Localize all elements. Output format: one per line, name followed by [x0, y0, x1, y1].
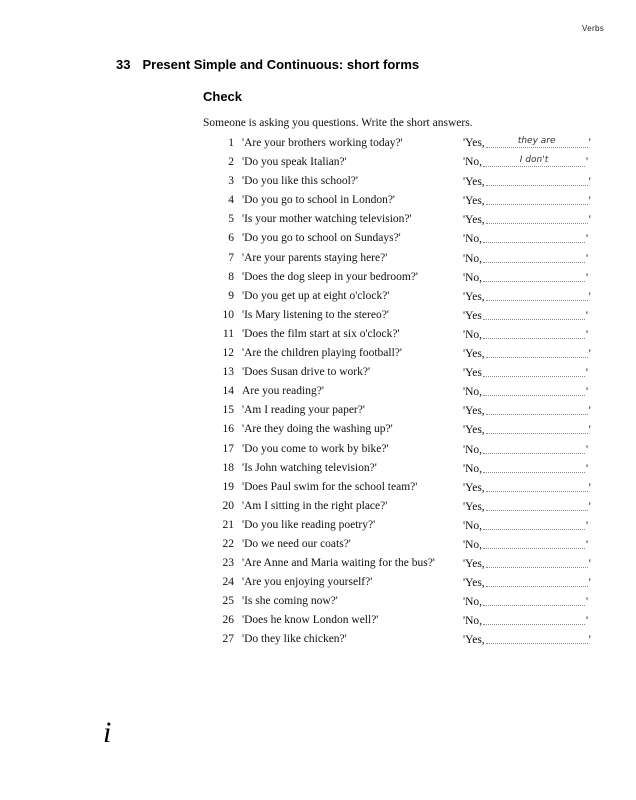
short-answer — [463, 134, 591, 153]
item-number: 27 — [222, 633, 234, 646]
answer-blank[interactable] — [483, 307, 585, 320]
unit-title: Present Simple and Continuous: short forms — [142, 57, 420, 72]
question-text: 'Do you go to school in London?' — [242, 194, 395, 207]
exercise-item — [200, 630, 610, 649]
exercise-item — [200, 287, 610, 306]
exercise-list — [200, 134, 610, 650]
short-answer — [463, 268, 588, 288]
exercise-item — [200, 210, 610, 229]
short-answer — [463, 611, 588, 631]
answer-blank[interactable] — [483, 230, 585, 243]
answer-blank[interactable] — [483, 517, 585, 530]
exercise-item — [200, 191, 610, 210]
answer-blank[interactable] — [483, 326, 585, 339]
item-number: 20 — [222, 499, 234, 512]
exercise-item — [200, 172, 610, 191]
question-text: 'Do you get up at eight o'clock?' — [242, 289, 390, 302]
short-answer — [463, 287, 591, 307]
answer-blank[interactable] — [483, 593, 585, 606]
question-text: 'Do you go to school on Sundays?' — [242, 232, 401, 245]
exercise-item — [200, 573, 610, 592]
answer-blank[interactable] — [486, 402, 588, 415]
answer-close-quote: ' — [586, 519, 589, 532]
item-number: 21 — [222, 518, 234, 531]
answer-lead: 'Yes — [463, 367, 482, 380]
exercise-item — [200, 401, 610, 420]
exercise-item — [200, 249, 610, 268]
short-answer — [463, 382, 588, 402]
answer-lead: 'No, — [463, 156, 483, 169]
answer-blank[interactable] — [486, 192, 588, 205]
answer-close-quote: ' — [586, 156, 589, 169]
item-number: 15 — [222, 404, 234, 417]
section-title: Check — [203, 89, 243, 104]
exercise-item — [200, 459, 610, 478]
short-answer — [463, 172, 591, 192]
answer-close-quote: ' — [586, 328, 589, 341]
answer-blank[interactable] — [486, 498, 588, 511]
item-number: 12 — [222, 347, 234, 360]
answer-lead: 'No, — [463, 271, 483, 284]
item-number: 6 — [228, 232, 234, 245]
item-number: 22 — [222, 537, 234, 550]
handwritten-answer: they are — [517, 136, 556, 146]
question-text: 'Do you come to work by bike?' — [242, 442, 389, 455]
short-answer — [463, 592, 588, 612]
exercise-item — [200, 153, 610, 172]
question-text: 'Are the children playing football?' — [242, 347, 402, 360]
answer-close-quote: ' — [586, 615, 589, 628]
answer-blank[interactable] — [483, 612, 585, 625]
short-answer — [463, 249, 588, 269]
answer-blank[interactable] — [483, 364, 585, 377]
answer-lead: 'No, — [463, 615, 483, 628]
short-answer — [463, 497, 591, 517]
answer-lead: 'No, — [463, 462, 483, 475]
exercise-item — [200, 306, 610, 325]
margin-mark: i — [103, 716, 112, 749]
answer-close-quote: ' — [588, 577, 591, 590]
exercise-item — [200, 344, 610, 363]
answer-close-quote: ' — [586, 443, 589, 456]
short-answer — [463, 573, 591, 593]
question-text: 'Are your brothers working today?' — [242, 137, 403, 149]
item-number: 10 — [222, 308, 234, 321]
unit-number: 33 — [116, 57, 131, 72]
short-answer — [463, 191, 591, 211]
answer-lead: 'No, — [463, 443, 483, 456]
answer-blank[interactable] — [486, 574, 588, 587]
answer-lead: 'No, — [463, 538, 483, 551]
answer-lead: 'Yes, — [463, 348, 485, 361]
short-answer — [463, 478, 591, 498]
exercise-item — [200, 363, 610, 382]
answer-blank[interactable] — [486, 421, 588, 434]
answer-blank[interactable] — [483, 250, 585, 263]
item-number: 24 — [222, 576, 234, 589]
answer-close-quote: ' — [586, 233, 589, 246]
short-answer — [463, 363, 588, 383]
short-answer — [463, 516, 588, 536]
answer-blank[interactable] — [486, 211, 588, 224]
short-answer — [463, 554, 591, 574]
item-number: 13 — [222, 366, 234, 379]
item-number: 4 — [228, 194, 234, 207]
item-number: 25 — [222, 595, 234, 608]
question-text: 'Does Paul swim for the school team?' — [242, 480, 418, 493]
question-text: 'Do we need our coats?' — [242, 537, 351, 550]
answer-close-quote: ' — [586, 252, 589, 265]
exercise-item — [200, 134, 610, 153]
exercise-item — [200, 440, 610, 459]
answer-blank[interactable] — [486, 479, 588, 492]
question-text: 'Are you enjoying yourself?' — [242, 576, 373, 589]
item-number: 11 — [222, 327, 234, 340]
question-text: Are you reading?' — [242, 385, 324, 398]
item-number: 18 — [222, 461, 234, 474]
answer-close-quote: ' — [588, 195, 591, 208]
exercise-item — [200, 497, 610, 516]
item-number: 19 — [222, 480, 234, 493]
answer-close-quote: ' — [586, 462, 589, 475]
question-text: 'Are they doing the washing up?' — [242, 423, 393, 436]
unit-heading — [116, 57, 419, 72]
exercise-item — [200, 478, 610, 497]
short-answer — [463, 459, 588, 479]
question-text: 'Am I reading your paper?' — [242, 404, 365, 417]
answer-blank[interactable] — [483, 441, 585, 454]
exercise-item — [200, 611, 610, 630]
short-answer — [463, 401, 591, 421]
question-text: 'Is Mary listening to the stereo?' — [242, 308, 389, 321]
exercise-item — [200, 592, 610, 611]
answer-blank[interactable] — [486, 135, 588, 148]
short-answer — [463, 344, 591, 364]
answer-close-quote: ' — [586, 538, 589, 551]
answer-blank[interactable] — [486, 345, 588, 358]
answer-close-quote: ' — [588, 348, 591, 361]
question-text: 'Does he know London well?' — [242, 614, 379, 627]
answer-lead: 'Yes, — [463, 137, 485, 149]
item-number: 2 — [228, 156, 234, 169]
answer-close-quote: ' — [588, 290, 591, 303]
exercise-item — [200, 554, 610, 573]
answer-close-quote: ' — [588, 214, 591, 227]
item-number: 26 — [222, 614, 234, 627]
answer-close-quote: ' — [585, 367, 588, 380]
item-number: 23 — [222, 557, 234, 570]
short-answer — [463, 229, 588, 249]
exercise-item — [200, 516, 610, 535]
question-text: 'Are your parents staying here?' — [242, 251, 388, 264]
answer-lead: 'No, — [463, 519, 483, 532]
answer-close-quote: ' — [588, 405, 591, 418]
answer-close-quote: ' — [586, 596, 589, 609]
answer-close-quote: ' — [588, 558, 591, 571]
answer-lead: 'Yes, — [463, 577, 485, 590]
answer-lead: 'Yes, — [463, 424, 485, 437]
short-answer — [463, 440, 588, 460]
answer-lead: 'Yes, — [463, 500, 485, 513]
answer-blank[interactable] — [486, 173, 588, 186]
answer-blank[interactable] — [483, 536, 585, 549]
answer-lead: 'Yes — [463, 309, 482, 322]
item-number: 16 — [222, 423, 234, 436]
answer-lead: 'Yes, — [463, 195, 485, 208]
question-text: 'Does the film start at six o'clock?' — [242, 327, 400, 340]
exercise-item — [200, 268, 610, 287]
short-answer — [463, 535, 588, 555]
question-text: 'Is your mother watching television?' — [242, 213, 412, 226]
answer-blank[interactable] — [483, 154, 585, 167]
exercise-item — [200, 382, 610, 401]
answer-close-quote: ' — [588, 500, 591, 513]
item-number: 7 — [228, 251, 234, 264]
question-text: 'Does the dog sleep in your bedroom?' — [242, 270, 418, 283]
item-number: 17 — [222, 442, 234, 455]
short-answer — [463, 420, 591, 440]
exercise-item — [200, 420, 610, 439]
short-answer — [463, 153, 588, 172]
answer-lead: 'No, — [463, 596, 483, 609]
answer-lead: 'Yes, — [463, 558, 485, 571]
question-text: 'Is she coming now?' — [242, 595, 338, 608]
answer-blank[interactable] — [486, 631, 588, 644]
question-text: 'Are Anne and Maria waiting for the bus?' — [242, 557, 435, 570]
answer-lead: 'No, — [463, 233, 483, 246]
answer-lead: 'No, — [463, 386, 483, 399]
item-number: 14 — [222, 385, 234, 398]
question-text: 'Do you like this school?' — [242, 175, 358, 188]
short-answer — [463, 325, 588, 345]
answer-close-quote: ' — [586, 271, 589, 284]
answer-lead: 'No, — [463, 328, 483, 341]
answer-blank[interactable] — [483, 460, 585, 473]
question-text: 'Do you like reading poetry?' — [242, 518, 376, 531]
answer-close-quote: ' — [588, 137, 591, 149]
short-answer — [463, 630, 591, 650]
item-number: 9 — [228, 289, 234, 302]
item-number: 1 — [228, 137, 234, 149]
running-head: Verbs — [582, 24, 604, 33]
answer-blank[interactable] — [486, 555, 588, 568]
answer-lead: 'Yes, — [463, 214, 485, 227]
answer-lead: 'Yes, — [463, 290, 485, 303]
question-text: 'Am I sitting in the right place?' — [242, 499, 388, 512]
answer-lead: 'Yes, — [463, 405, 485, 418]
exercise-item — [200, 535, 610, 554]
item-number: 3 — [228, 175, 234, 188]
question-text: 'Is John watching television?' — [242, 461, 377, 474]
short-answer — [463, 306, 588, 326]
answer-blank[interactable] — [483, 383, 585, 396]
answer-blank[interactable] — [486, 288, 588, 301]
exercise-item — [200, 229, 610, 248]
answer-close-quote: ' — [588, 481, 591, 494]
answer-lead: 'Yes, — [463, 176, 485, 189]
answer-lead: 'Yes, — [463, 634, 485, 647]
answer-close-quote: ' — [588, 176, 591, 189]
question-text: 'Do they like chicken?' — [242, 633, 347, 646]
item-number: 5 — [228, 213, 234, 226]
exercise-item — [200, 325, 610, 344]
answer-close-quote: ' — [588, 634, 591, 647]
item-number: 8 — [228, 270, 234, 283]
question-text: 'Does Susan drive to work?' — [242, 366, 371, 379]
answer-lead: 'Yes, — [463, 481, 485, 494]
short-answer — [463, 210, 591, 230]
answer-lead: 'No, — [463, 252, 483, 265]
handwritten-answer: I don't — [519, 155, 549, 166]
answer-blank[interactable] — [483, 269, 585, 282]
answer-close-quote: ' — [586, 386, 589, 399]
instructions: Someone is asking you questions. Write the short answers. — [203, 117, 473, 129]
question-text: 'Do you speak Italian?' — [242, 156, 347, 169]
answer-close-quote: ' — [585, 309, 588, 322]
answer-close-quote: ' — [588, 424, 591, 437]
